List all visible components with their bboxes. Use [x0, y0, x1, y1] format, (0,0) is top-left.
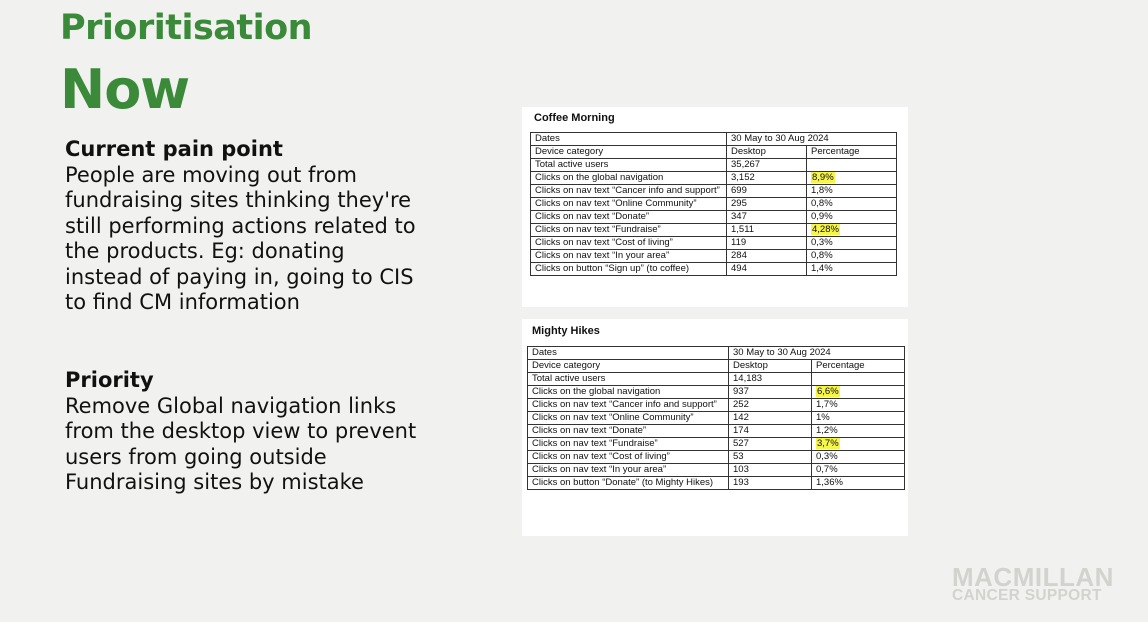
table-row: [528, 464, 905, 477]
table-cell: 35,267: [727, 159, 807, 172]
table-row: [528, 347, 905, 360]
table-cell: [807, 224, 897, 237]
mighty-hikes-table: [527, 346, 905, 490]
table-cell: 527: [729, 438, 812, 451]
table-cell: 174: [729, 425, 812, 438]
priority-body: Remove Global navigation links from the desktop view to prevent users from going outside Fundraising sites by mistake: [65, 393, 417, 494]
table-cell: Clicks on nav text “Online Community”: [531, 198, 727, 211]
table-cell: Clicks on nav text “Online Community”: [528, 412, 729, 425]
table-cell: Device category: [531, 146, 727, 159]
table-cell: 1,8%: [807, 185, 897, 198]
priority-section: [65, 368, 425, 496]
table-row: [528, 477, 905, 490]
table-row: [528, 425, 905, 438]
table-cell: 0,3%: [812, 451, 905, 464]
table-cell: [812, 438, 905, 451]
table-row: [528, 386, 905, 399]
coffee-morning-title: Coffee Morning: [534, 112, 615, 124]
table-cell: 30 May to 30 Aug 2024: [729, 347, 905, 360]
table-cell: Dates: [528, 347, 729, 360]
table-cell: Desktop: [727, 146, 807, 159]
table-cell: Percentage: [807, 146, 897, 159]
coffee-morning-card: [522, 107, 908, 307]
table-cell: Clicks on button “Donate” (to Mighty Hikes): [528, 477, 729, 490]
table-cell: Clicks on nav text “In your area”: [528, 464, 729, 477]
table-cell: Clicks on nav text “Fundraise”: [531, 224, 727, 237]
table-cell: 142: [729, 412, 812, 425]
highlighted-value: 4,28%: [812, 224, 839, 235]
table-row: [531, 263, 897, 276]
table-cell: Clicks on nav text “Donate”: [531, 211, 727, 224]
table-cell: 193: [729, 477, 812, 490]
table-cell: 284: [727, 250, 807, 263]
table-row: [531, 185, 897, 198]
slide-title: Prioritisation: [60, 8, 313, 48]
table-row: [531, 250, 897, 263]
table-cell: 53: [729, 451, 812, 464]
table-cell: 0,7%: [812, 464, 905, 477]
priority-heading: Priority: [65, 368, 154, 392]
table-cell: Clicks on button “Sign up” (to coffee): [531, 263, 727, 276]
highlighted-value: 6,6%: [817, 386, 839, 397]
table-cell: 103: [729, 464, 812, 477]
table-row: [531, 172, 897, 185]
highlighted-value: 3,7%: [817, 438, 839, 449]
table-cell: 347: [727, 211, 807, 224]
mighty-hikes-card: [522, 319, 908, 536]
table-cell: Device category: [528, 360, 729, 373]
table-cell: 1,2%: [812, 425, 905, 438]
table-row: [528, 412, 905, 425]
table-cell: Clicks on the global navigation: [531, 172, 727, 185]
slide-subtitle: Now: [60, 58, 190, 121]
table-cell: Clicks on nav text “In your area”: [531, 250, 727, 263]
table-cell: 0,8%: [807, 198, 897, 211]
table-cell: 1%: [812, 412, 905, 425]
table-row: [528, 399, 905, 412]
table-row: [531, 237, 897, 250]
table-cell: 0,3%: [807, 237, 897, 250]
table-cell: 14,183: [729, 373, 812, 386]
table-cell: Clicks on nav text “Cancer info and support”: [531, 185, 727, 198]
table-cell: Clicks on nav text “Cancer info and support”: [528, 399, 729, 412]
table-cell: Clicks on nav text “Cost of living”: [531, 237, 727, 250]
table-cell: Clicks on the global navigation: [528, 386, 729, 399]
table-cell: [807, 159, 897, 172]
table-cell: 1,511: [727, 224, 807, 237]
table-row: [528, 438, 905, 451]
table-cell: 3,152: [727, 172, 807, 185]
mighty-hikes-title: Mighty Hikes: [532, 325, 600, 337]
table-cell: 119: [727, 237, 807, 250]
table-row: [531, 224, 897, 237]
highlighted-value: 8,9%: [812, 172, 834, 183]
table-cell: Dates: [531, 133, 727, 146]
macmillan-logo: [952, 564, 1132, 604]
table-cell: [812, 386, 905, 399]
table-cell: Total active users: [531, 159, 727, 172]
logo-line-2: CANCER SUPPORT: [952, 587, 1102, 604]
table-cell: 295: [727, 198, 807, 211]
table-cell: 1,7%: [812, 399, 905, 412]
table-cell: Percentage: [812, 360, 905, 373]
table-cell: 252: [729, 399, 812, 412]
table-cell: Clicks on nav text “Fundraise”: [528, 438, 729, 451]
table-cell: Clicks on nav text “Cost of living”: [528, 451, 729, 464]
table-cell: Clicks on nav text “Donate”: [528, 425, 729, 438]
table-row: [531, 211, 897, 224]
table-cell: 494: [727, 263, 807, 276]
table-cell: 0,8%: [807, 250, 897, 263]
table-cell: 1,36%: [812, 477, 905, 490]
table-row: [528, 451, 905, 464]
table-row: [531, 133, 897, 146]
table-row: [531, 198, 897, 211]
table-row: [531, 159, 897, 172]
pain-point-body: People are moving out from fundraising sites thinking they're still performing actions related to the products. Eg: donating instead of paying in, going to CIS to find CM information: [65, 162, 416, 314]
table-cell: Desktop: [729, 360, 812, 373]
coffee-morning-table: [530, 132, 897, 276]
table-cell: 0,9%: [807, 211, 897, 224]
table-cell: 1,4%: [807, 263, 897, 276]
table-cell: 937: [729, 386, 812, 399]
pain-point-section: [65, 137, 425, 316]
logo-line-1: MACMILLAN: [952, 562, 1114, 592]
table-cell: [807, 172, 897, 185]
table-row: [531, 146, 897, 159]
table-cell: 30 May to 30 Aug 2024: [727, 133, 897, 146]
table-cell: Total active users: [528, 373, 729, 386]
table-row: [528, 360, 905, 373]
table-row: [528, 373, 905, 386]
pain-point-heading: Current pain point: [65, 137, 283, 161]
table-cell: 699: [727, 185, 807, 198]
table-cell: [812, 373, 905, 386]
